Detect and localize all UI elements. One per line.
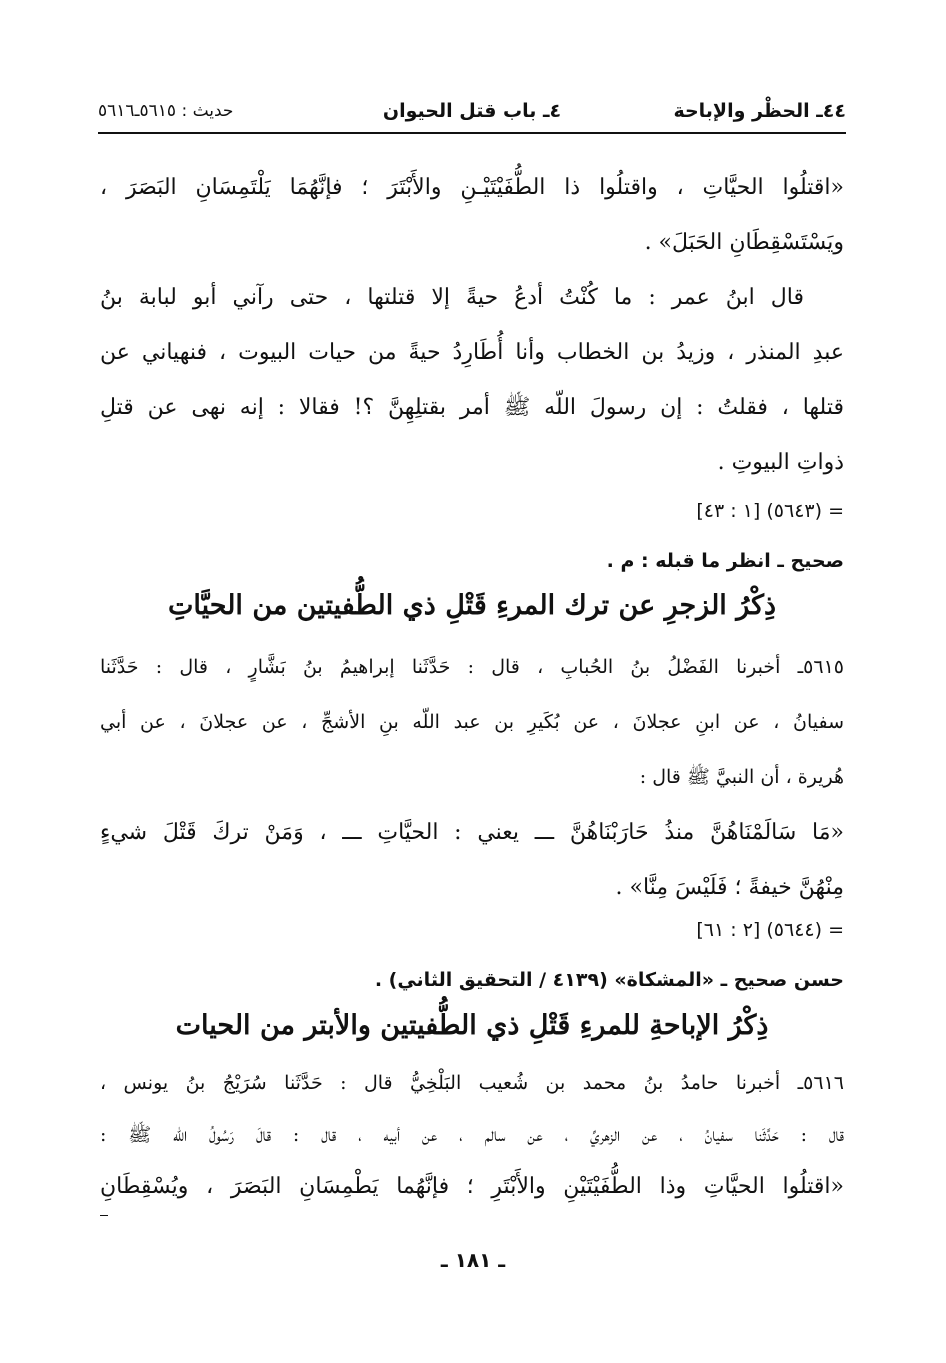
text-line: «اقتلُوا الحيَّاتِ ، واقتلُوا ذا الطُّفَيْتَيْـنِ والأَبْتَرَ ؛ فإنَّهُمَا يَلْتَمِسَانِ البَصَرَ ، <box>100 175 844 200</box>
running-header <box>98 94 846 128</box>
isnad-line: هُريرة ، أن النبيَّ ﷺ قال : <box>639 766 844 788</box>
header-divider <box>98 132 846 134</box>
section-title: ٤ـ باب قتل الحيوان <box>382 100 562 122</box>
text-block-1 <box>100 160 844 490</box>
isnad-line: سفيانُ ، عن ابنِ عجلانَ ، عن بُكَيرِ بن عبد اللّه بنِ الأشجِّ ، عن عجلانَ ، عن أبي <box>100 711 844 733</box>
chapter-heading-2: ذِكْرُ الإباحةِ للمرءِ قَتْلِ ذي الطُّفيتين والأبتر من الحيات <box>175 1010 769 1041</box>
text-block-2 <box>100 640 844 915</box>
isnad-line: ٥٦١٥ـ أخبرنا الفَضْلُ بنُ الحُبابِ ، قال : حَدَّثَنا إبراهيمُ بنُ بَشَّارٍ ، قال : حَدَّثَنا <box>100 656 844 678</box>
text-line: قتلها ، فقلتُ : إن رسولَ اللّه ﷺ أمر بقتلِهِنَّ ؟! فقالا : إنه نهى عن قتلِ <box>100 395 844 420</box>
isnad-line: قال : حَدَّثَنا سفيانُ ، عن الزهريِّ ، عن سالم ، عن أبيه ، قال : قالَ رَسُولُ اللّه ﷺ : <box>100 1124 844 1146</box>
isnad-line: ٥٦١٦ـ أخبرنا حامدُ بنُ محمد بن شُعيب البَلْخِيُّ قال : حَدَّثَنا سُرَيْجُ بنُ يونس ، <box>100 1072 844 1094</box>
chapter-heading-1: ذِكْرُ الزجرِ عن ترك المرءِ قَتْلِ ذي الطُّفيتين من الحيَّاتِ <box>167 590 776 621</box>
footer-divider <box>100 1215 108 1216</box>
reference-block-1 <box>100 486 844 586</box>
text-block-3 <box>100 1057 844 1213</box>
chapter-title: ٤٤ـ الحظْر والإباحة <box>673 100 846 122</box>
text-line: ذواتِ البيوتِ . <box>717 450 844 475</box>
reference-block-2 <box>100 905 844 1005</box>
page-number: ـ ١٨١ ـ <box>440 1248 506 1272</box>
text-line: «اقتلُوا الحيَّاتِ وذا الطُّفَيْتَيْنِ والأَبْتَرِ ؛ فإنَّهُما يَطْمِسَانِ البَصَرَ ، ويُسْقِطَانِ <box>100 1174 844 1199</box>
text-line: ويَسْتَسْقِطَانِ الحَبَلَ» . <box>644 230 844 255</box>
cross-reference: = (٥٦٤٣) [١ : ٤٣] <box>696 500 844 522</box>
hadith-range: حديث : ٥٦١٥ـ٥٦١٦ <box>98 101 234 121</box>
grading-note: صحيح ـ انظر ما قبله : م . <box>606 550 844 572</box>
grading-note: حسن صحيح ـ «المشكاة» (٤١٣٩ / التحقيق الثاني) . <box>374 969 844 991</box>
text-line: قال ابنُ عمر : ما كُنْتُ أدعُ حيةً إلا قتلتها ، حتى رآني أبو لبابة بنُ <box>100 285 804 310</box>
text-line: «مَا سَالَمْنَاهُنَّ منذُ حَارَبْنَاهُنَّ ـــ يعني : الحيَّاتِ ـــ ، وَمَنْ تركَ قَتْلَ شيءٍ <box>100 820 844 845</box>
cross-reference: = (٥٦٤٤) [٢ : ٦١] <box>696 919 844 941</box>
text-line: مِنْهُنَّ خيفةً ؛ فَلَيْسَ مِنَّا» . <box>615 875 844 900</box>
text-line: عبدِ المنذر ، وزيدُ بن الخطاب وأنا أُطَارِدُ حيةً من حيات البيوت ، فنهياني عن <box>100 340 844 365</box>
